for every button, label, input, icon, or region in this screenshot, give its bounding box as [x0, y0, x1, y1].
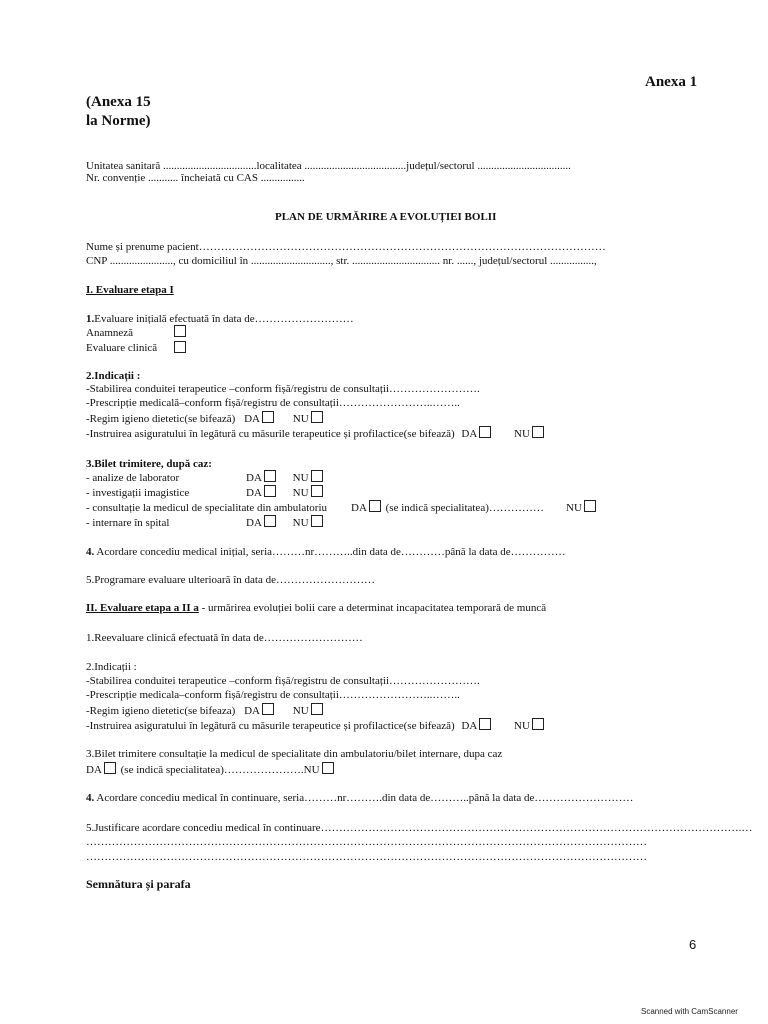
internare-da-label: DA: [246, 517, 262, 529]
section2-q2-line4: [86, 718, 546, 733]
instruire-label: -Instruirea asiguratului în legătură cu măsurile terapeutice și profilactice(se bifează): [86, 428, 455, 440]
analize-nu-label: NU: [292, 472, 309, 484]
evaluare-clinica-checkbox[interactable]: [174, 341, 186, 353]
section2-q5-head: 5.Justificare acordare concediu medical în continuare: [86, 822, 321, 834]
bilet2-da-label: DA: [86, 764, 102, 776]
patient-name-line: Nume și prenume pacient…………………………………………………………………………………………………: [86, 241, 606, 253]
section2-q5: [86, 822, 752, 835]
internare-da-checkbox[interactable]: [264, 515, 276, 527]
regim2-da-label: DA: [244, 705, 260, 717]
section2-q2-line1: -Stabilirea conduitei terapeutice –conform fișă/registru de consultații…………………….: [86, 675, 480, 687]
analize-options: [246, 470, 325, 485]
instruire-da-checkbox[interactable]: [479, 426, 491, 438]
section1-q2-line3: [86, 411, 325, 426]
scanner-watermark: Scanned with CamScanner: [641, 1007, 738, 1016]
bilet2-nu-checkbox[interactable]: [322, 762, 334, 774]
justificare-line2: ………………………………………………………………………………………………………………………………………: [86, 836, 647, 848]
instruire-nu-label: NU: [514, 428, 530, 440]
section2-q5-dots: …………………………………………………………………………………………………….…: [320, 822, 753, 834]
section1-q2-line2: -Prescripție medicală–conform fișă/registru de consultații……………………..……..: [86, 397, 460, 409]
instruire-da-label: DA: [461, 428, 478, 440]
regim2-nu-label: NU: [292, 705, 309, 717]
investigatii-da-label: DA: [246, 487, 262, 499]
anamneza-row: [86, 327, 133, 340]
regim-label: -Regim igieno dietetic(se bifează): [86, 413, 236, 425]
instruire2-label: -Instruirea asiguratului în legătură cu măsurile terapeutice și profilactice(se bifează): [86, 720, 455, 732]
regim-nu-label: NU: [292, 413, 309, 425]
section1-q4: [86, 546, 566, 559]
section1-q2-line1: -Stabilirea conduitei terapeutice –conform fișă/registru de consultații…………………….: [86, 383, 480, 395]
regim-da-label: DA: [244, 413, 260, 425]
investigatii-da-checkbox[interactable]: [264, 485, 276, 497]
justificare-line3: ………………………………………………………………………………………………………………………………………: [86, 851, 647, 863]
investigatii-nu-label: NU: [292, 487, 309, 499]
investigatii-label: - investigații imagistice: [86, 487, 190, 499]
regim2-nu-checkbox[interactable]: [311, 703, 323, 715]
annex-reference-line1: (Anexa 15: [86, 94, 151, 110]
section2-q4-number: 4.: [86, 792, 95, 804]
consultatie-nu-checkbox[interactable]: [584, 500, 596, 512]
unit-info-line2: Nr. convenție ........... încheiată cu CAS ................: [86, 172, 305, 184]
section2-q4-text: Acordare concediu medical în continuare, seria………nr……….din data de………..până la data de………………………: [94, 792, 634, 804]
section2-q3-head: 3.Bilet trimitere consultație la medicul de specialitate din ambulatoriu/bilet internare, dupa caz: [86, 748, 503, 760]
section2-q4: [86, 792, 633, 805]
anamneza-label: Anamneză: [86, 327, 134, 339]
consultatie-specialitate: (se indică specialitatea)……………: [385, 502, 544, 514]
section2-q3-options: [86, 762, 336, 777]
investigatii-options: [246, 485, 325, 500]
section1-q5: 5.Programare evaluare ulterioară în data de………………………: [86, 574, 375, 586]
signature-label: Semnătura și parafa: [86, 877, 191, 891]
section1-title: I. Evaluare etapa I: [86, 284, 174, 296]
section2-title-row: [86, 602, 546, 615]
evaluare-clinica-label: Evaluare clinică: [86, 342, 158, 354]
consultatie-options: [351, 500, 544, 515]
consultatie-da-checkbox[interactable]: [369, 500, 381, 512]
section1-q1: [86, 313, 354, 326]
investigatii-nu-checkbox[interactable]: [311, 485, 323, 497]
section2-q2-line3: [86, 703, 325, 718]
unit-info-line1: Unitatea sanitară ..................................localitatea .....................................județul/sectorul ..................................: [86, 160, 571, 172]
regim-da-checkbox[interactable]: [262, 411, 274, 423]
internare-nu-label: NU: [292, 517, 309, 529]
section1-q4-number: 4.: [86, 546, 95, 558]
consultatie-label: - consultație la medicul de specialitate din ambulatoriu: [86, 502, 328, 514]
analize-nu-checkbox[interactable]: [311, 470, 323, 482]
consultatie-nu: [566, 500, 598, 515]
internare-label: - internare în spital: [86, 517, 170, 529]
consultatie-da-label: DA: [351, 502, 367, 514]
section1-q3-head: 3.Bilet trimitere, după caz:: [86, 458, 212, 470]
page-number: 6: [689, 937, 697, 952]
annex-reference-line2: la Norme): [86, 113, 151, 129]
evaluare-clinica-row: [86, 342, 157, 355]
bilet2-specialitate: (se indică specialitatea)………………….: [120, 764, 304, 776]
instruire2-da-label: DA: [461, 720, 478, 732]
instruire-nu-checkbox[interactable]: [532, 426, 544, 438]
section2-title: II. Evaluare etapa a II a: [86, 602, 199, 614]
regim2-da-checkbox[interactable]: [262, 703, 274, 715]
section2-q2-line2: -Prescripție medicala–conform fișă/registru de consultații……………………..……..: [86, 689, 460, 701]
page-title: PLAN DE URMĂRIRE A EVOLUȚIEI BOLII: [275, 211, 497, 223]
section1-q4-text: Acordare concediu medical inițial, seria………nr………..din data de…………până la data de……………: [94, 546, 566, 558]
section1-q2-line4: [86, 426, 546, 441]
section2-title-rest: - urmărirea evoluției bolii care a determinat incapacitatea temporară de muncă: [198, 602, 547, 614]
consultatie-nu-label: NU: [566, 502, 582, 514]
patient-cnp-line: CNP ......................., cu domiciliul în ............................., str. ................................ nr. ......, județul/sectorul ................,: [86, 255, 597, 267]
regim-nu-checkbox[interactable]: [311, 411, 323, 423]
instruire2-da-checkbox[interactable]: [479, 718, 491, 730]
instruire2-nu-label: NU: [514, 720, 530, 732]
section2-q2-head: 2.Indicații :: [86, 661, 137, 673]
section1-q1-number: 1.: [86, 313, 95, 325]
section2-q1: 1.Reevaluare clinică efectuată în data de………………………: [86, 632, 363, 644]
annex-label: Anexa 1: [645, 74, 698, 90]
anamneza-checkbox[interactable]: [174, 325, 186, 337]
instruire2-nu-checkbox[interactable]: [532, 718, 544, 730]
internare-nu-checkbox[interactable]: [311, 515, 323, 527]
bilet2-da-checkbox[interactable]: [104, 762, 116, 774]
section1-q1-text: Evaluare inițială efectuată în data de………………………: [94, 313, 354, 325]
analize-label: - analize de laborator: [86, 472, 180, 484]
analize-da-label: DA: [246, 472, 262, 484]
regim2-label: -Regim igieno dietetic(se bifeaza): [86, 705, 236, 717]
section1-q2-head: 2.Indicații :: [86, 370, 141, 382]
internare-options: [246, 515, 325, 530]
analize-da-checkbox[interactable]: [264, 470, 276, 482]
bilet2-nu-label: NU: [303, 764, 320, 776]
